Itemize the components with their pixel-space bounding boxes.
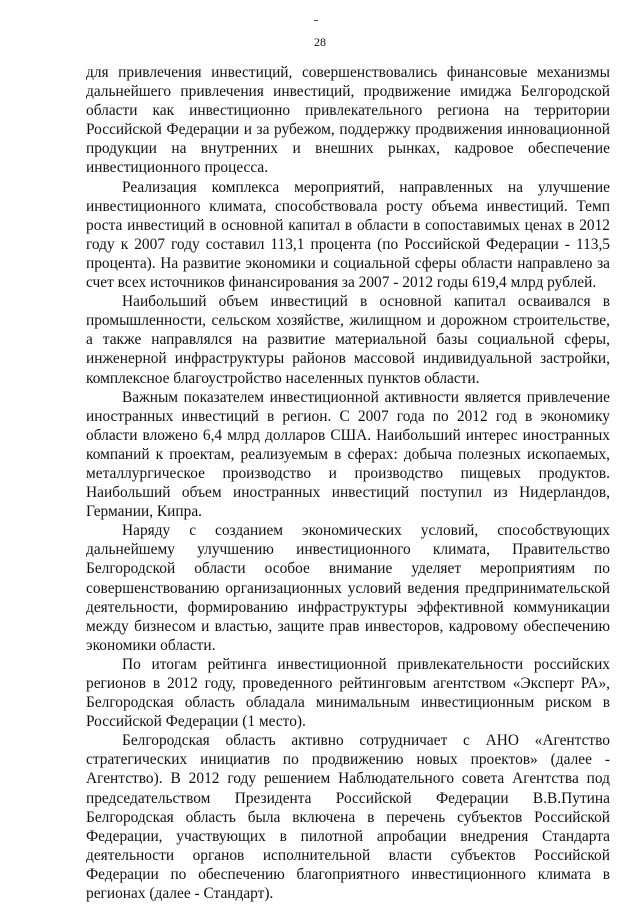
paragraph-investment-mechanisms: для привлечения инвестиций, совершенствовались финансовые механизмы дальнейшего привлечения инвестиций, продвижение имиджа Белгородской области как инвестиционно привлекательного региона на территории Российской Федерации и за рубежом, поддержку продвижения инновационной продукции на внутренних и внешних рынках, кадровое обеспечение инвестиционного процесса. (86, 64, 610, 177)
paragraph-foreign-investment: Важным показателем инвестиционной активности является привлечение иностранных инвестиций в регион. С 2007 года по 2012 год в экономику области вложено 6,4 млрд долларов США. Наибольший интерес иностранных компаний к проектам, реализуемым в сферах: добыча полезных ископаемых, металлургическое производство и производство пищевых продуктов. Наибольший объем иностранных инвестиций поступил из Нидерландов, Германии, Кипра. (86, 388, 610, 521)
paragraph-capital-investment: Наибольший объем инвестиций в основной капитал осваивался в промышленности, сельском хозяйстве, жилищном и дорожном строительстве, а также направлялся на развитие материальной базы социальной сферы, инженерной инфраструктуры районов массовой индивидуальной застройки, комплексное благоустройство населенных пунктов области. (86, 293, 610, 387)
paragraph-investment-growth: Реализация комплекса мероприятий, направленных на улучшение инвестиционного климата, способствовала росту объема инвестиций. Темп роста инвестиций в основной капитал в области в сопоставимых ценах в 2012 году к 2007 году составил 113,1 процента (по Российской Федерации - 113,5 процента). На развитие экономики и социальной сферы области направлено за счет всех источников финансирования за 2007 - 2012 годы 619,4 млрд рублей. (86, 178, 610, 292)
paragraph-government-measures: Наряду с созданием экономических условий, способствующих дальнейшему улучшению инвестиционного климата, Правительство Белгородской области особое внимание уделяет мероприятиям по совершенствованию организационных условий ведения предпринимательской деятельности, формированию инфраструктуры эффективной коммуникации между бизнесом и властью, защите прав инвесторов, кадровому обеспечению экономики области. (86, 522, 610, 654)
scan-mark (314, 20, 318, 21)
paragraph-investment-rating: По итогам рейтинга инвестиционной привлекательности российских регионов в 2012 году, проведенного рейтинговым агентством «Эксперт РА», Белгородская область обладала минимальным инвестиционным риском в Российской Федерации (1 место). (86, 655, 610, 731)
document-body (86, 63, 610, 903)
page-number: 28 (314, 35, 326, 49)
paragraph-strategic-agency: Белгородская область активно сотрудничает с АНО «Агентство стратегических инициатив по продвижению новых проектов» (далее - Агентство). В 2012 году решением Наблюдательного совета Агентства под председательством Президента Российской Федерации В.В.Путина Белгородская область была включена в перечень субъектов Российской Федерации, участвующих в пилотной апробации внедрения Стандарта деятельности органов исполнительной власти субъектов Российской Федерации по обеспечению благоприятного инвестиционного климата в регионах (далее - Стандарт). (86, 732, 610, 903)
